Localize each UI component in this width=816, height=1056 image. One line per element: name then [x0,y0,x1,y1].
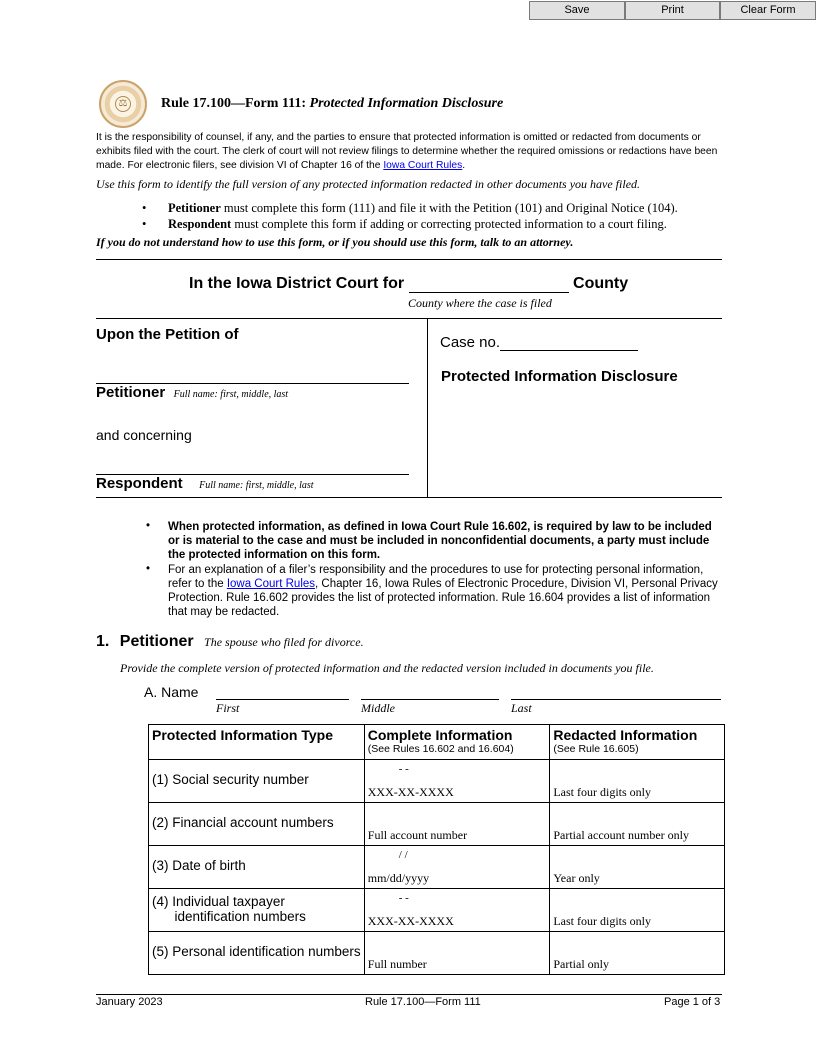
respondent-hint: Full name: first, middle, last [199,480,314,491]
print-button[interactable]: Print [625,1,720,20]
row-type: (5) Personal identification numbers [149,932,365,975]
middle-name-hint: Middle [361,701,395,715]
iowa-court-rules-link[interactable]: Iowa Court Rules [383,160,463,171]
col-header-complete [364,725,550,760]
form-name: Protected Information Disclosure [309,96,504,111]
redacted-tin-input[interactable] [550,889,725,932]
table-header-row [149,725,725,760]
table-row [149,846,725,889]
last-name-input[interactable] [511,699,721,700]
complete-dob-input[interactable] [364,846,550,889]
col-header-redacted-sub: (See Rule 16.605) [553,743,639,755]
ssn-separators: - - [398,763,409,775]
instruction-petitioner-text: must complete this form (111) and file it with the Petition (101) and Original Notice (104). [220,201,678,215]
complete-pin-input[interactable] [364,932,550,975]
name-label: A. Name [144,684,199,700]
note-text-a: For an explanation of a filer’s responsibility and the procedures to use for protecting personal information, refer to the [168,564,704,590]
complete-account-input[interactable] [364,803,550,846]
footer-date: January 2023 [96,996,163,1008]
petitioner-label-row [96,384,288,402]
and-concerning-label: and concerning [96,427,192,443]
petitioner-hint: Full name: first, middle, last [173,389,289,400]
section-hint: The spouse who filed for divorce. [204,635,364,649]
instruction-petitioner: • Petitioner must complete this form (111) and file it with the Petition (101) and Original Notice (104). [142,201,678,215]
save-button[interactable]: Save [529,1,625,20]
section-number: 1. [96,633,110,650]
first-name-hint: First [216,701,240,715]
row-type: (3) Date of birth [149,846,365,889]
use-instructions: Use this form to identify the full version of any protected information redacted in other documents you have filed. [96,177,641,191]
complete-tin-input[interactable] [364,889,550,932]
case-number-input[interactable] [500,336,638,351]
instruction-respondent-text: must complete this form if adding or correcting protected information to a court filing. [231,217,667,231]
complete-hint: Full account number [367,828,468,842]
redacted-hint: Partial account number only [553,828,689,842]
court-prefix: In the Iowa District Court for [189,275,409,292]
instruction-respondent-role: Respondent [168,217,232,231]
redacted-pin-input[interactable] [550,932,725,975]
court-suffix: County [568,275,629,292]
upon-petition-label: Upon the Petition of [96,326,239,343]
complete-hint: mm/dd/yyyy [367,871,430,885]
protected-info-note: When protected information, as defined in Iowa Court Rule 16.602, is required by law to be included or is material to the case and must be included in nonconfidential documents, a party must include the protected information on this form. [168,521,712,561]
redacted-hint: Partial only [553,957,610,971]
complete-hint: Full number [367,957,427,971]
section-1-heading [96,633,364,651]
col-header-redacted [550,725,725,760]
intro-end: . [462,160,466,171]
court-heading [189,275,628,293]
county-input[interactable] [409,277,569,293]
complete-ssn-input[interactable] [364,760,550,803]
case-number-row [440,334,638,351]
footer-page: Page 1 of 3 [664,996,721,1008]
middle-name-input[interactable] [361,699,499,700]
last-name-hint: Last [511,701,532,715]
footer-divider [96,994,722,995]
redacted-hint: Year only [553,871,600,885]
complete-hint: XXX-XX-XXXX [367,914,454,928]
redacted-dob-input[interactable] [550,846,725,889]
col-header-type-label: Protected Information Type [152,727,333,743]
respondent-label: Respondent [96,475,183,492]
intro-paragraph [96,131,720,173]
provide-instructions: Provide the complete version of protected information and the redacted version included in documents you file. [120,661,654,675]
table-row [149,889,725,932]
table-row [149,803,725,846]
col-header-complete-sub: (See Rules 16.602 and 16.604) [367,743,514,755]
filer-responsibility-note [168,563,718,619]
form-title [161,96,503,112]
section-title: Petitioner [119,633,194,650]
dob-separators: / / [398,849,408,861]
case-number-label: Case no. [440,334,501,351]
caption-divider [427,318,428,498]
row-type: (4) Individual taxpayer identification numbers [149,889,365,932]
iowa-judicial-branch-seal-icon: ⚖ [99,80,147,128]
protected-info-title: Protected Information Disclosure [441,368,678,385]
table-row [149,932,725,975]
respondent-label-row [96,475,314,493]
table-row [149,760,725,803]
col-header-type [149,725,365,760]
footer-form: Rule 17.100—Form 111 [365,996,481,1008]
row-type: (1) Social security number [149,760,365,803]
form-rule: Rule 17.100—Form 111: [161,96,310,111]
attorney-warning: If you do not understand how to use this form, or if you should use this form, talk to an attorney. [96,235,574,249]
redacted-account-input[interactable] [550,803,725,846]
instruction-petitioner-role: Petitioner [168,201,221,215]
iowa-court-rules-link[interactable]: Iowa Court Rules [226,578,316,590]
clear-form-button[interactable]: Clear Form [720,1,816,20]
complete-hint: XXX-XX-XXXX [367,785,454,799]
instruction-respondent: • Respondent must complete this form if adding or correcting protected information to a court filing. [142,217,667,231]
bullet-icon: • [146,563,151,575]
divider [96,497,722,498]
protected-info-table [148,724,725,975]
col-header-complete-label: Complete Information [367,727,513,743]
county-hint: County where the case is filed [408,296,552,310]
tin-separators: - - [398,892,409,904]
redacted-ssn-input[interactable] [550,760,725,803]
intro-text: It is the responsibility of counsel, if any, and the parties to ensure that protected information is omitted or redacted from documents or exhibits filed with the court. The clerk of court will not review filings to determine whether the required omissions or redactions have been made. For electronic filers, see division VI of Chapter 16 of the [96,132,718,171]
note-text-b: , Chapter 16, Iowa Rules of Electronic Procedure, Division VI, Personal Privacy Protection. Rule 16.602 provides the list of protected information. Rule 16.604 provides a list of information that may be redacted. [168,578,718,618]
redacted-hint: Last four digits only [553,914,652,928]
redacted-hint: Last four digits only [553,785,652,799]
bullet-icon: • [146,520,151,532]
divider [96,259,722,260]
first-name-input[interactable] [216,699,349,700]
petitioner-label: Petitioner [96,384,166,401]
divider [96,318,722,319]
row-type: (2) Financial account numbers [149,803,365,846]
col-header-redacted-label: Redacted Information [553,727,698,743]
